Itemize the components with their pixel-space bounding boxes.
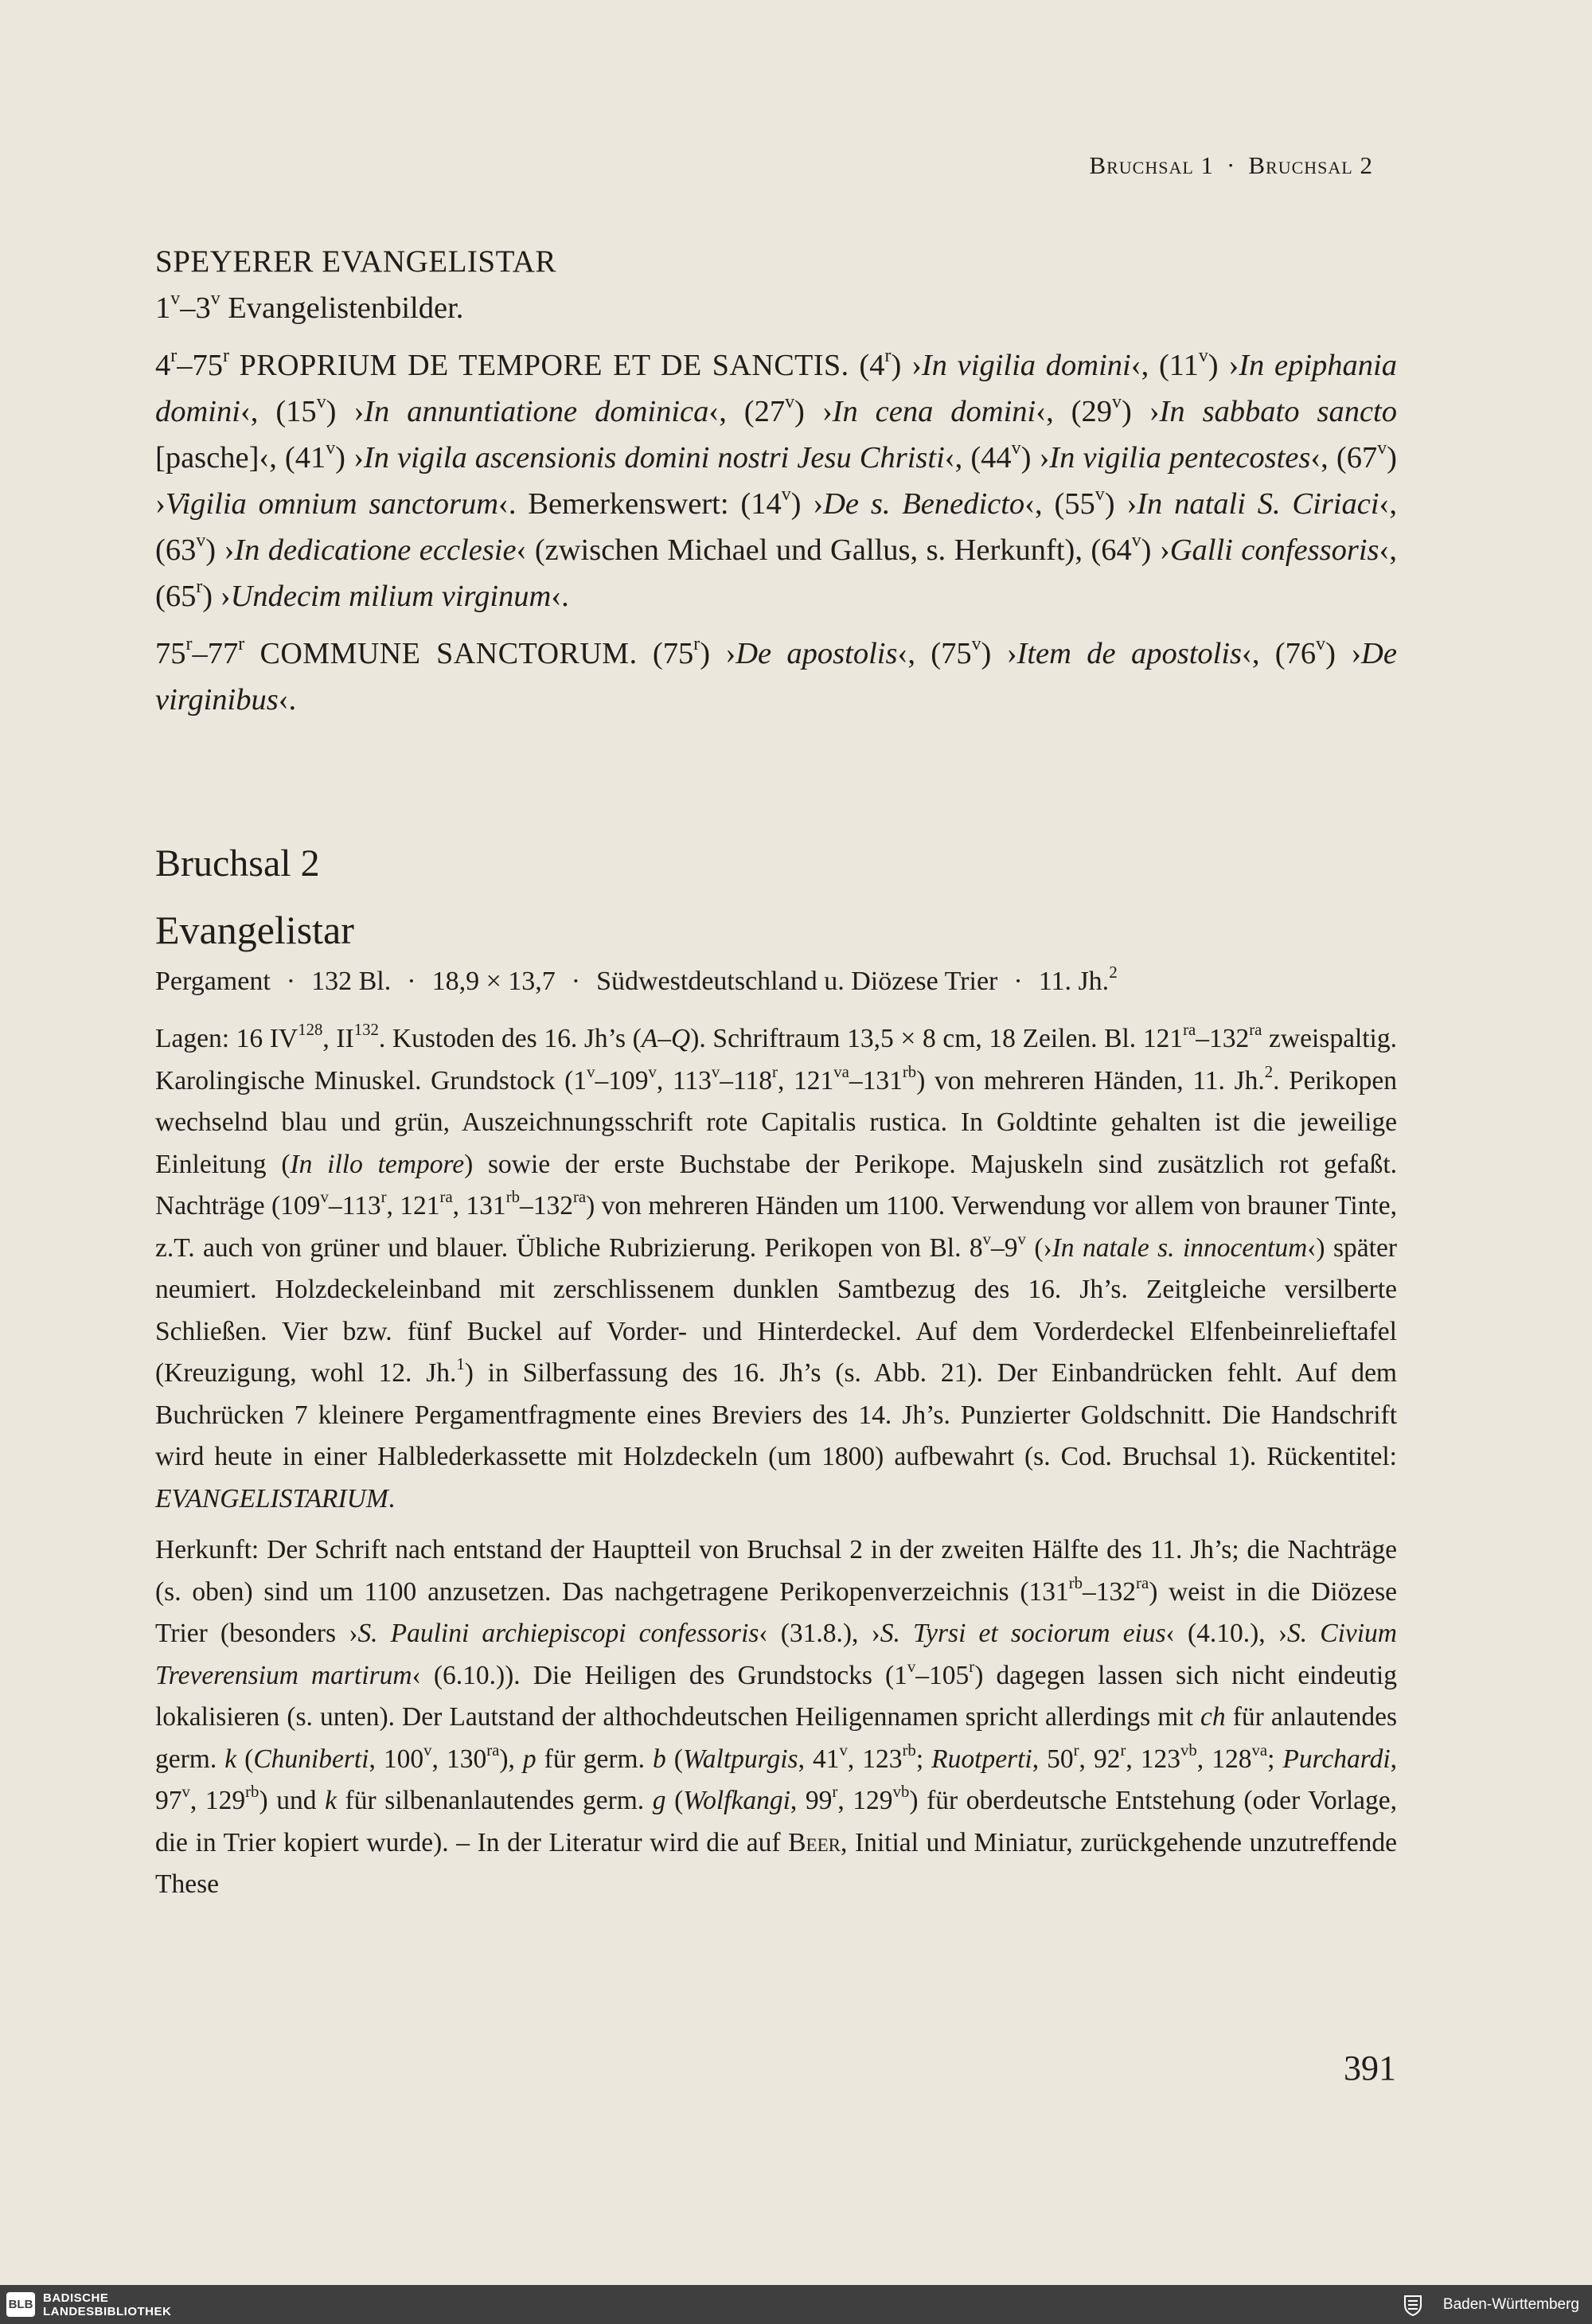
- section-title: SPEYERER EVANGELISTAR: [155, 244, 556, 279]
- running-head: [1089, 151, 1373, 180]
- page-number: 391: [1344, 2049, 1396, 2088]
- description-paragraph: Lagen: 16 IV$^{128}$, II$^{132}$. Kustoden des 16. Jh’s (A–Q). Schriftraum 13,5 × 8 cm, 18 Zeilen. Bl. $121^{ra}-132^{ra}$ zweispaltig. Karolingische Minuskel. Grundstock (1$^v$–109$^v$, 113$^v$–118$^r$, $121^{va}-131^{rb}$) von mehreren Händen, 11. Jh.$^2$. Perikopen wechselnd blau und grün, Auszeichnungsschrift rote Capitalis rustica. In Goldtinte gehalten ist die jeweilige Einleitung (In illo tempore) sowie der erste Buchstabe der Perikope. Majuskeln sind zusätzlich rot gefaßt. Nachträge (109$^v$–113$^r$, $121^{ra}$, $131^{rb}-132^{ra}$) von mehreren Händen um 1100. Verwendung vor allem von brauner Tinte, z.T. auch von grüner und blauer. Übliche Rubrizierung. Perikopen von Bl. 8$^v$–9$^v$ (›In natale s. innocentum‹) später neumiert. Holzdeckeleinband mit zerschlissenem dunklen Samtbezug des 16. Jh’s. Zeitgleiche versilberte Schließen. Vier bzw. fünf Buckel auf Vorder- und Hinterdeckel. Auf dem Vorderdeckel Elfenbeinrelieftafel (Kreuzigung, wohl 12. Jh.$^1$) in Silberfassung des 16. Jh’s (s. Abb. 21). Der Einbandrücken fehlt. Auf dem Buchrücken 7 kleinere Pergamentfragmente eines Breviers des 14. Jh’s. Punzierter Goldschnitt. Die Handschrift wird heute in einer Halblederkassette mit Holzdeckeln (um 1800) aufbewahrt (s. Cod. Bruchsal 1). Rückentitel: EVANGELISTARIUM.: [155, 1021, 1398, 1514]
- manuscript-meta: Pergament · 132 Bl. · 18,9 × 13,7 · Südwestdeutschland u. Diözese Trier · 11. Jh.$^2$: [155, 961, 1397, 1002]
- herkunft-paragraph: Herkunft: Der Schrift nach entstand der Hauptteil von Bruchsal 2 in der zweiten Hälfte des 11. Jh’s; die Nachträge (s. oben) sind um 1100 anzusetzen. Das nachgetragene Perikopenverzeichnis $(131^{rb}-132^{ra})$ weist in die Diözese Trier (besonders ›S. Paulini archiepiscopi confessoris‹ (31.8.), ›S. Tyrsi et sociorum eius‹ (4.10.), ›S. Civium Treverensium martirum‹ (6.10.)). Die Heiligen des Grundstocks (1$^v$–105$^r$) dagegen lassen sich nicht eindeutig lokalisieren (s. unten). Der Lautstand der althochdeutschen Heiligennamen spricht allerdings mit ch für anlautendes germ. k (Chuniberti, 100$^v$, $130^{ra}$), p für germ. b (Waltpurgis, 41$^v$, $123^{rb}$; Ruotperti, 50$^r$, 92$^r$, $123^{vb}$, $128^{va}$; Purchardi, 97$^v$, $129^{rb}$) und k für silbenanlautendes germ. g (Wolfkangi, 99$^r$, $129^{vb}$) für oberdeutsche Entstehung (oder Vorlage, die in Trier kopiert wurde). – In der Literatur wird die auf Beer, Initial und Miniatur, zurückgehende unzutreffende These: [155, 1535, 1398, 1899]
- meta-leaves: 132 Bl.: [311, 967, 392, 996]
- baden-wuerttemberg-label[interactable]: Baden-Württemberg: [1442, 2296, 1579, 2313]
- meta-date: 11. Jh.$^2$: [1038, 962, 1118, 996]
- entry-evangelistenbilder: 1$^v$–3$^v$ Evangelistenbilder.: [155, 287, 464, 325]
- entry-commune: 75$^r$–77$^r$ COMMUNE SANCTORUM. (75$^r$) ›De apostolis‹, (75$^v$) ›Item de apostolis‹, (76$^v$) ›De virginibus‹.: [155, 633, 1397, 717]
- entry-proprium: 4$^r$–75$^r$ PROPRIUM DE TEMPORE ET DE SANCTIS. (4$^r$) ›In vigilia domini‹, (11$^v$) ›In epiphania domini‹, (15$^v$) ›In annuntiatione dominica‹, (27$^v$) ›In cena domini‹, (29$^v$) ›In sabbato sancto [pasche]‹, (41$^v$) ›In vigila ascensionis domini nostri Jesu Christi‹, (44$^v$) ›In vigilia pentecostes‹, (67$^v$) ›Vigilia omnium sanctorum‹. Bemerkenswert: (14$^v$) ›De s. Benedicto‹, (55$^v$) ›In natali S. Ciriaci‹, (63$^v$) ›In dedicatione ecclesie‹ (zwischen Michael und Gallus, s. Herkunft), (64$^v$) ›Galli confessoris‹, (65$^r$) ›Undecim milium virginum‹.: [155, 345, 1398, 613]
- viewer-footer-bar: [0, 2285, 1592, 2324]
- manuscript-subheading: Evangelistar: [155, 908, 354, 952]
- manuscript-heading: Bruchsal 2: [155, 842, 320, 885]
- running-head-right: Bruchsal 2: [1248, 151, 1373, 179]
- bruchsal2-section: [155, 840, 1397, 1906]
- running-head-separator: ·: [1227, 151, 1236, 179]
- meta-material: Pergament: [155, 967, 271, 996]
- blb-logo-icon[interactable]: BLB: [6, 2292, 35, 2317]
- running-head-left: Bruchsal 1: [1089, 151, 1215, 179]
- meta-origin: Südwestdeutschland u. Diözese Trier: [596, 967, 998, 996]
- blb-library-name[interactable]: BADISCHE LANDESBIBLIOTHEK: [43, 2291, 172, 2318]
- speyerer-section: [155, 239, 1397, 723]
- meta-size: 18,9 × 13,7: [431, 967, 556, 996]
- state-coat-of-arms-icon: [1403, 2294, 1423, 2316]
